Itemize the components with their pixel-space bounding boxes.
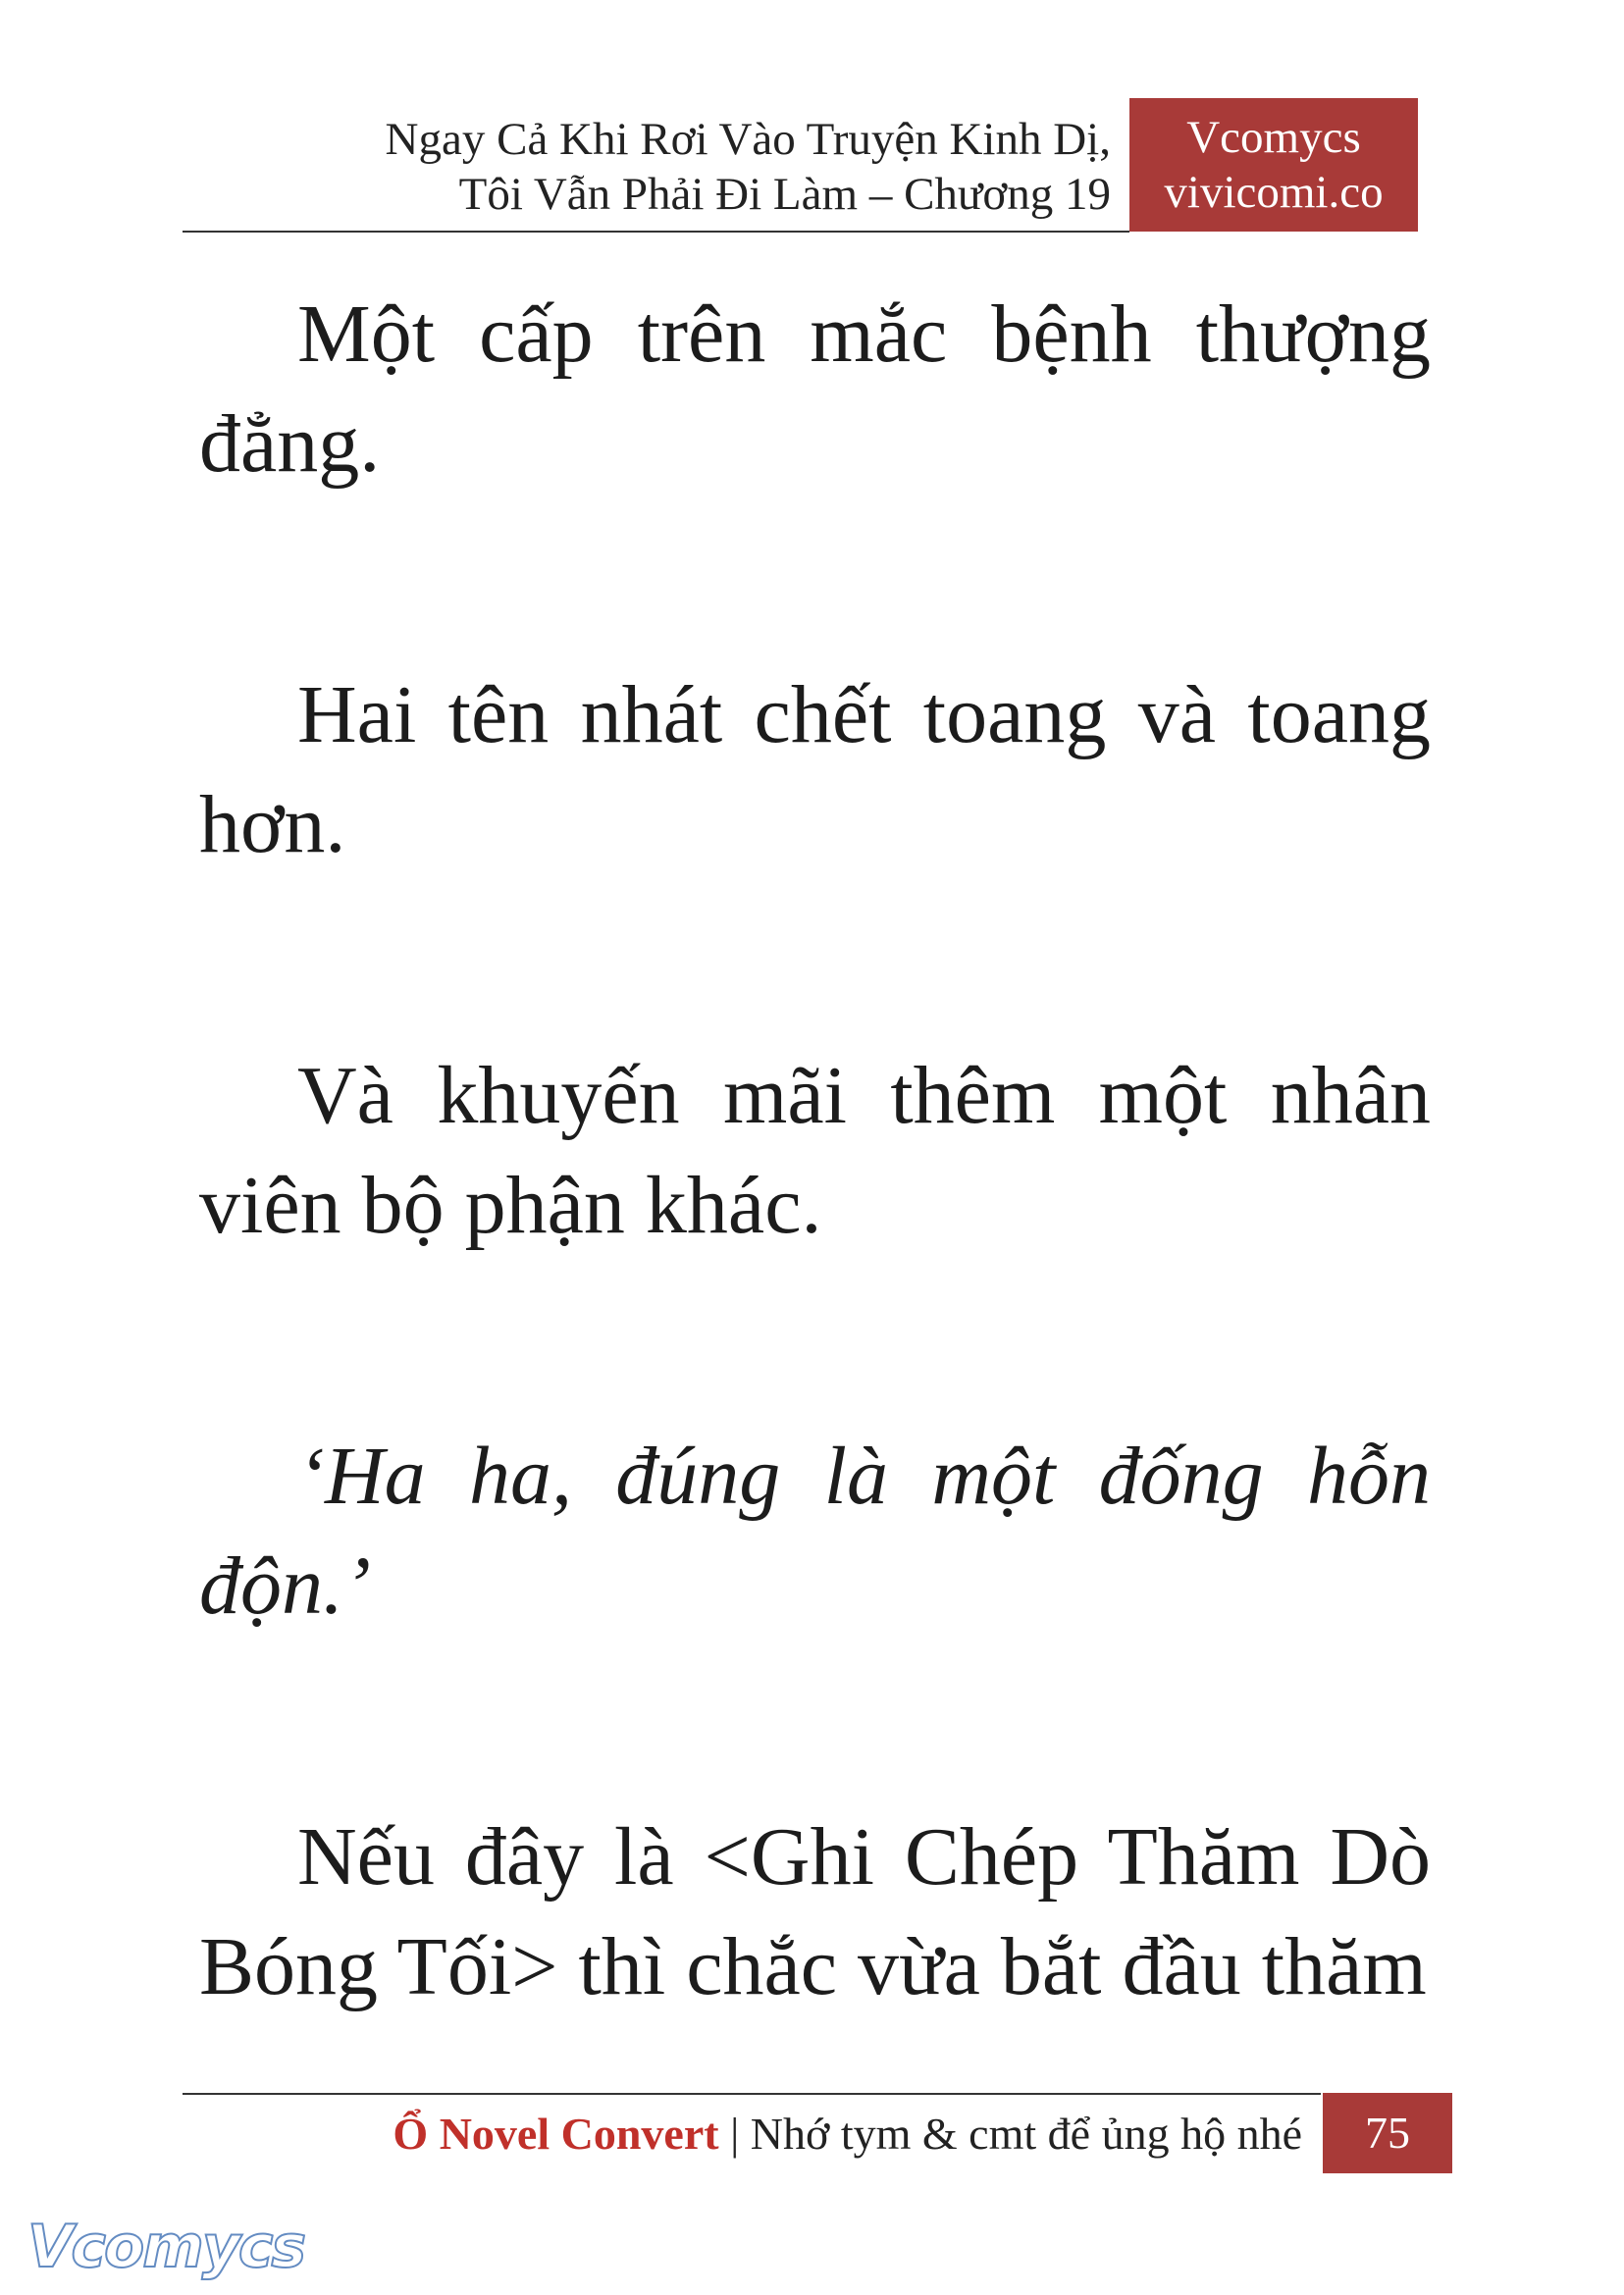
chapter-body <box>199 280 1431 2183</box>
page-header <box>183 98 1418 232</box>
chapter-title-line-1: Ngay Cả Khi Rơi Vào Truyện Kinh Dị, <box>385 114 1111 165</box>
page-number: 75 <box>1323 2093 1452 2173</box>
footer-separator: | <box>718 2109 751 2159</box>
header-divider <box>183 231 1129 233</box>
footer-text <box>393 2107 1302 2162</box>
paragraph: Một cấp trên mắc bệnh thượng đẳng. <box>199 288 1431 490</box>
paragraph: Nếu đây là <Ghi Chép Thăm Dò Bóng Tối> thì chắc vừa bắt đầu thăm <box>199 1811 1431 2012</box>
page-footer <box>183 2093 1452 2173</box>
paragraph: Và khuyến mãi thêm một nhân viên bộ phận khác. <box>199 1050 1431 1251</box>
site-badge-name: Vcomycs <box>1186 112 1361 163</box>
site-badge-url: vivicomi.co <box>1164 167 1384 218</box>
footer-message: Nhớ tym & cmt để ủng hộ nhé <box>750 2109 1302 2159</box>
paragraph: Hai tên nhát chết toang và toang hơn. <box>199 669 1431 870</box>
watermark-logo: Vcomycs <box>27 2213 305 2281</box>
chapter-title-line-2: Tôi Vẫn Phải Đi Làm – Chương 19 <box>458 169 1111 220</box>
paragraph-thought: ‘Ha ha, đúng là một đống hỗn độn.’ <box>199 1431 1431 1632</box>
footer-brand: Ổ Novel Convert <box>393 2109 719 2159</box>
chapter-title <box>386 112 1111 222</box>
site-badge <box>1129 98 1418 232</box>
